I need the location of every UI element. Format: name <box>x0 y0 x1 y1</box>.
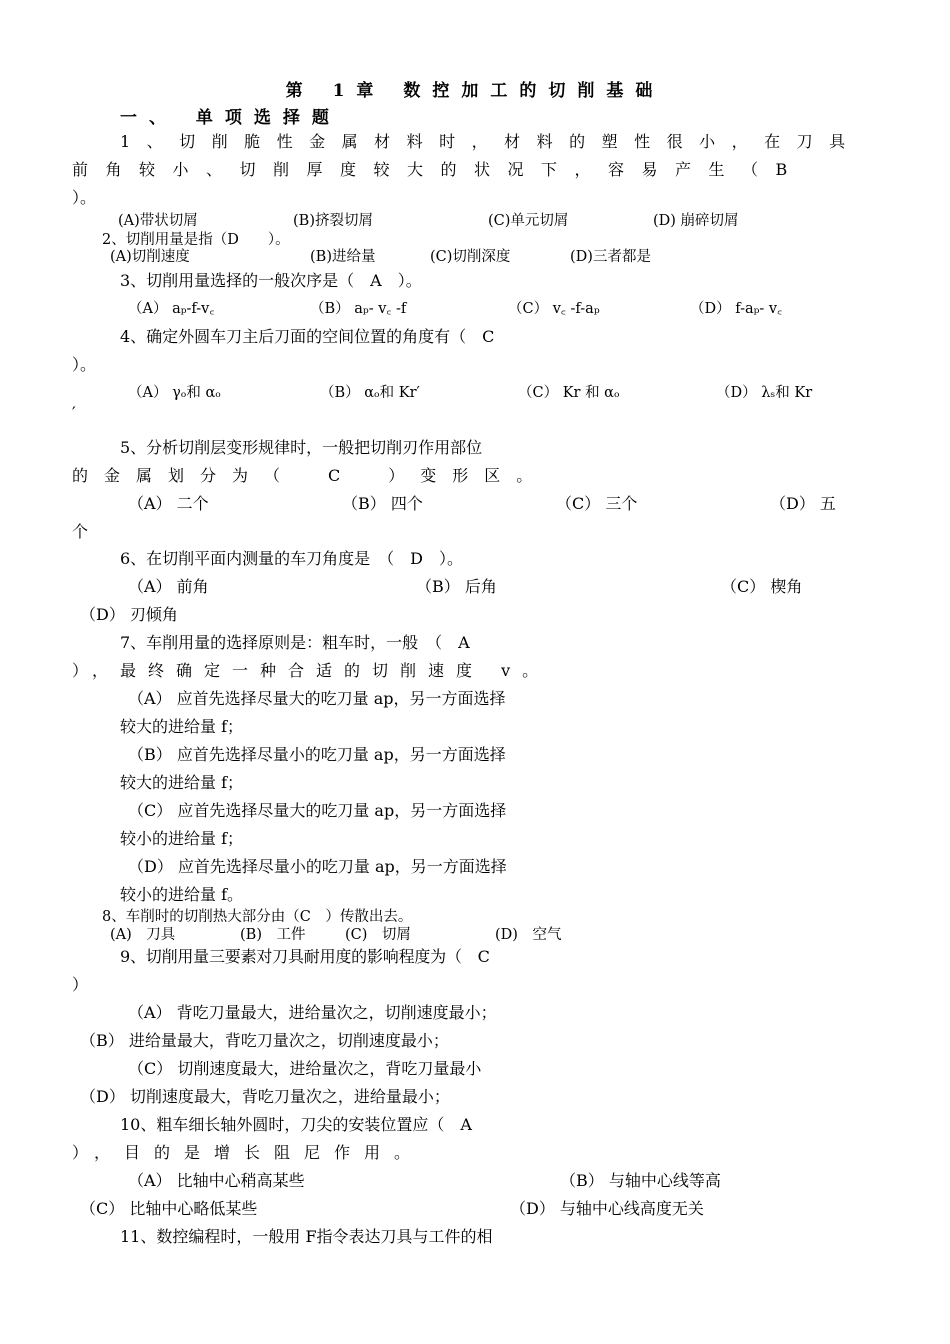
q9-option-d: （D） 切削速度最大，背吃刀量次之，进给量最小； <box>80 1087 450 1106</box>
q7-option-c-line2: 较小的进给量 f； <box>120 829 244 848</box>
q6-option-a: （A） 前角 <box>128 577 209 596</box>
q5-line1: 5、分析切削层变形规律时，一般把切削刃作用部位 <box>120 438 483 457</box>
q8-option-a: (A) 刀具 <box>110 927 176 943</box>
q8-option-d: (D) 空气 <box>495 927 562 943</box>
q8-line1: 8、车削时的切削热大部分由（C ）传散出去。 <box>102 909 413 925</box>
q4-line2: ）。 <box>72 355 97 374</box>
q7-line2: ），最终确定一种合适的切削速度 v。 <box>72 661 551 680</box>
q2-option-c: (C)切削深度 <box>430 249 511 265</box>
q2-option-b: (B)进给量 <box>310 249 376 265</box>
q1-line1 <box>120 131 878 153</box>
q3-option-a: （A） aₚ-f-v꜀ <box>128 301 215 317</box>
q1-option-b: (B)挤裂切屑 <box>293 213 373 229</box>
q10-option-c: （C） 比轴中心略低某些 <box>80 1199 258 1218</box>
q3-line1: 3、切削用量选择的一般次序是（ A ）。 <box>120 271 422 290</box>
q8-options <box>110 924 916 946</box>
q7-option-d-line1: （D） 应首先选择尽量小的吃刀量 ap，另一方面选择 <box>128 857 507 876</box>
q6-line1: 6、在切削平面内测量的车刀角度是 （ D ）。 <box>120 549 464 568</box>
q8-option-c: (C) 切屑 <box>345 927 411 943</box>
q5-option-b: （B） 四个 <box>342 494 423 513</box>
q4-option-b: （B） αₒ和 Kr′ <box>320 385 420 401</box>
q8-option-b: (B) 工件 <box>240 927 306 943</box>
q1-line1-text: 1、切削脆性金属材料时，材料的塑性很小，在刀具 <box>120 132 862 151</box>
q7-option-d-line2: 较小的进给量 f。 <box>120 885 244 904</box>
q10-options-ab <box>128 1170 934 1192</box>
q7-option-b-line2: 较大的进给量 f； <box>120 773 244 792</box>
q5-line2: 的金属划分为（ C ）变形区。 <box>72 466 549 485</box>
q9-option-a: （A） 背吃刀量最大，进给量次之，切削速度最小； <box>128 1003 497 1022</box>
q3-option-c: （C） v꜀ -f-aₚ <box>508 301 600 317</box>
q5-option-a: （A） 二个 <box>128 494 209 513</box>
q10-line2: ），目的是增长阻尼作用。 <box>72 1143 425 1162</box>
q11-line1: 11、数控编程时，一般用 F指令表达刀具与工件的相 <box>120 1227 493 1246</box>
q1-option-a: (A)带状切屑 <box>118 213 198 229</box>
q7-line1: 7、车削用量的选择原则是：粗车时，一般 （ A <box>120 633 470 652</box>
q2-options <box>110 246 916 268</box>
q4-option-d: （D） λₛ和 Kr <box>716 385 813 401</box>
q1-option-c: (C)单元切屑 <box>488 213 569 229</box>
q7-option-b-line1: （B） 应首先选择尽量小的吃刀量 ap，另一方面选择 <box>128 745 506 764</box>
q1-line2: 前角较小、切削厚度较大的状况下，容易产生（B <box>72 160 805 179</box>
q7-option-c-line1: （C） 应首先选择尽量大的吃刀量 ap，另一方面选择 <box>128 801 507 820</box>
q9-option-b: （B） 进给量最大，背吃刀量次之，切削速度最小； <box>80 1031 449 1050</box>
q9-option-c: （C） 切削速度最大，进给量次之，背吃刀量最小 <box>128 1059 482 1078</box>
q9-line1: 9、切削用量三要素对刀具耐用度的影响程度为（ C <box>120 947 490 966</box>
q6-option-c: （C） 楔角 <box>721 577 803 596</box>
q3-options <box>128 298 934 320</box>
q4-options <box>128 382 934 404</box>
q3-option-d: （D） f-aₚ- v꜀ <box>690 301 783 317</box>
q10-option-b: （B） 与轴中心线等高 <box>560 1171 721 1190</box>
q2-option-a: (A)切削速度 <box>110 249 190 265</box>
q5-line4: 个 <box>72 522 89 541</box>
q6-option-b: （B） 后角 <box>416 577 497 596</box>
q1-line3: ）。 <box>72 188 97 207</box>
q5-option-c: （C） 三个 <box>556 494 638 513</box>
q10-options-cd <box>80 1198 886 1220</box>
q10-option-a: （A） 比轴中心稍高某些 <box>128 1171 305 1190</box>
q6-options <box>128 576 934 598</box>
chapter-title: 第 1章 数控加工的切削基础 <box>285 81 665 101</box>
q3-option-b: （B） aₚ- v꜀ -f <box>310 301 407 317</box>
q4-option-c: （C） Kr 和 αₒ <box>518 385 620 401</box>
q5-option-d: （D） 五 <box>770 494 836 513</box>
section-heading: 一、 单项选择题 <box>120 108 341 128</box>
q10-line1: 10、粗车细长轴外圆时，刀尖的安装位置应（ A <box>120 1115 472 1134</box>
q4-line1: 4、确定外圆车刀主后刀面的空间位置的角度有（ C <box>120 327 495 346</box>
q7-option-a-line1: （A） 应首先选择尽量大的吃刀量 ap，另一方面选择 <box>128 689 506 708</box>
q2-option-d: (D)三者都是 <box>570 249 651 265</box>
q7-option-a-line2: 较大的进给量 f； <box>120 717 244 736</box>
q2-line1: 2、切削用量是指（D ）。 <box>102 232 290 248</box>
q4-line4: ′ <box>72 403 76 422</box>
q1-option-d: (D) 崩碎切屑 <box>653 213 739 229</box>
q9-line2: ） <box>72 975 89 994</box>
q5-options <box>128 493 934 515</box>
q4-option-a: （A） γₒ和 αₒ <box>128 385 221 401</box>
q6-option-d: （D） 刃倾角 <box>80 605 178 624</box>
q10-option-d: （D） 与轴中心线高度无关 <box>510 1199 704 1218</box>
